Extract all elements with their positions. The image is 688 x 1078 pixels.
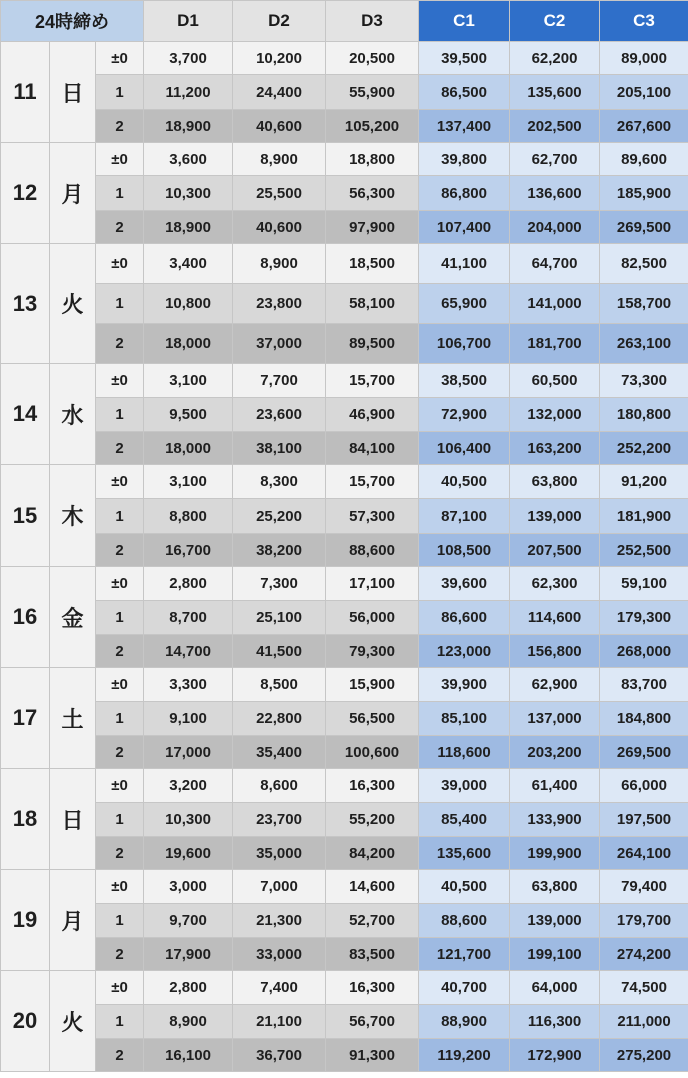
value-c2: 202,500 [510,110,600,143]
day-number: 18 [1,769,50,870]
value-d2: 36,700 [233,1039,326,1072]
value-c1: 38,500 [419,364,510,398]
weekday: 月 [50,143,96,244]
value-d1: 3,600 [144,143,233,176]
value-d2: 33,000 [233,938,326,971]
offset-label: 1 [96,1005,144,1039]
value-d3: 56,000 [326,601,419,635]
table-row [1,668,688,702]
column-header-d1: D1 [144,1,233,42]
table-row [1,702,688,736]
value-d2: 7,400 [233,971,326,1005]
value-c3: 89,600 [600,143,688,176]
value-d2: 10,200 [233,42,326,75]
value-c1: 40,500 [419,870,510,904]
offset-label: 1 [96,284,144,324]
table-row [1,42,688,75]
value-c2: 172,900 [510,1039,600,1072]
value-c1: 106,400 [419,432,510,465]
offset-label: ±0 [96,870,144,904]
table-row [1,567,688,601]
value-d1: 3,400 [144,244,233,284]
value-c2: 60,500 [510,364,600,398]
value-d1: 3,000 [144,870,233,904]
value-c3: 267,600 [600,110,688,143]
table-row [1,1005,688,1039]
value-d1: 8,700 [144,601,233,635]
day-number: 14 [1,364,50,465]
value-d3: 84,100 [326,432,419,465]
table-row [1,837,688,870]
value-d1: 14,700 [144,635,233,668]
value-c3: 181,900 [600,499,688,534]
header-row [1,1,688,42]
value-d3: 57,300 [326,499,419,534]
value-d2: 8,900 [233,244,326,284]
value-d2: 7,000 [233,870,326,904]
value-d3: 105,200 [326,110,419,143]
table-row [1,736,688,769]
value-d3: 17,100 [326,567,419,601]
value-d3: 55,200 [326,803,419,837]
value-c1: 137,400 [419,110,510,143]
value-c1: 39,500 [419,42,510,75]
offset-label: 1 [96,398,144,432]
offset-label: 2 [96,1039,144,1072]
value-d1: 18,900 [144,110,233,143]
value-c2: 136,600 [510,176,600,211]
table-row [1,211,688,244]
value-d2: 22,800 [233,702,326,736]
value-c3: 179,300 [600,601,688,635]
column-header-c3: C3 [600,1,688,42]
value-c2: 114,600 [510,601,600,635]
value-d1: 18,000 [144,324,233,364]
value-c2: 132,000 [510,398,600,432]
offset-label: 1 [96,601,144,635]
value-d3: 91,300 [326,1039,419,1072]
table-row [1,635,688,668]
table-row [1,284,688,324]
value-c1: 121,700 [419,938,510,971]
value-c1: 86,800 [419,176,510,211]
day-number: 16 [1,567,50,668]
value-c1: 39,000 [419,769,510,803]
value-c1: 107,400 [419,211,510,244]
value-d2: 7,700 [233,364,326,398]
value-d1: 9,100 [144,702,233,736]
value-c1: 87,100 [419,499,510,534]
value-d3: 14,600 [326,870,419,904]
table-row [1,1039,688,1072]
value-c3: 91,200 [600,465,688,499]
value-d2: 8,300 [233,465,326,499]
value-c1: 72,900 [419,398,510,432]
value-c1: 88,900 [419,1005,510,1039]
value-c2: 133,900 [510,803,600,837]
value-d1: 3,700 [144,42,233,75]
offset-label: 2 [96,324,144,364]
value-c3: 275,200 [600,1039,688,1072]
weekday: 金 [50,567,96,668]
offset-label: ±0 [96,143,144,176]
value-d1: 3,100 [144,364,233,398]
value-c1: 41,100 [419,244,510,284]
offset-label: ±0 [96,364,144,398]
value-c3: 158,700 [600,284,688,324]
value-c2: 207,500 [510,534,600,567]
column-header-d3: D3 [326,1,419,42]
column-header-c1: C1 [419,1,510,42]
weekday: 水 [50,364,96,465]
value-c2: 62,900 [510,668,600,702]
offset-label: ±0 [96,971,144,1005]
weekday: 日 [50,769,96,870]
value-d3: 18,500 [326,244,419,284]
day-number: 15 [1,465,50,567]
day-number: 20 [1,971,50,1072]
value-c2: 135,600 [510,75,600,110]
table-row [1,971,688,1005]
value-d2: 38,100 [233,432,326,465]
value-d2: 23,600 [233,398,326,432]
value-c1: 106,700 [419,324,510,364]
value-d1: 3,200 [144,769,233,803]
value-d3: 56,500 [326,702,419,736]
value-d1: 9,700 [144,904,233,938]
value-d1: 16,100 [144,1039,233,1072]
table-row [1,769,688,803]
value-d1: 10,800 [144,284,233,324]
value-c2: 63,800 [510,465,600,499]
value-d1: 10,300 [144,176,233,211]
value-d3: 18,800 [326,143,419,176]
value-c3: 66,000 [600,769,688,803]
table-row [1,465,688,499]
value-d3: 84,200 [326,837,419,870]
value-d2: 35,400 [233,736,326,769]
table-row [1,938,688,971]
value-c3: 268,000 [600,635,688,668]
value-c2: 139,000 [510,904,600,938]
offset-label: 2 [96,211,144,244]
value-d1: 19,600 [144,837,233,870]
offset-label: 2 [96,635,144,668]
value-c2: 62,200 [510,42,600,75]
value-c2: 137,000 [510,702,600,736]
cutoff-label: 24時締め [1,1,144,42]
value-d3: 88,600 [326,534,419,567]
table-row [1,110,688,143]
offset-label: 2 [96,534,144,567]
value-d2: 21,100 [233,1005,326,1039]
value-d2: 21,300 [233,904,326,938]
column-header-d2: D2 [233,1,326,42]
value-c1: 123,000 [419,635,510,668]
offset-label: 2 [96,837,144,870]
value-d1: 2,800 [144,971,233,1005]
value-c3: 205,100 [600,75,688,110]
value-d3: 89,500 [326,324,419,364]
table-row [1,75,688,110]
table-row [1,534,688,567]
table-row [1,143,688,176]
value-d1: 17,900 [144,938,233,971]
value-c3: 264,100 [600,837,688,870]
value-c2: 64,700 [510,244,600,284]
value-d3: 58,100 [326,284,419,324]
offset-label: ±0 [96,668,144,702]
offset-label: ±0 [96,42,144,75]
day-number: 19 [1,870,50,971]
table-row [1,904,688,938]
column-header-c2: C2 [510,1,600,42]
value-c2: 116,300 [510,1005,600,1039]
value-d1: 9,500 [144,398,233,432]
day-number: 11 [1,42,50,143]
value-c3: 263,100 [600,324,688,364]
value-c2: 199,100 [510,938,600,971]
value-c3: 73,300 [600,364,688,398]
value-c1: 88,600 [419,904,510,938]
value-d1: 3,100 [144,465,233,499]
value-c2: 141,000 [510,284,600,324]
value-d1: 18,900 [144,211,233,244]
value-c2: 61,400 [510,769,600,803]
value-c1: 85,100 [419,702,510,736]
value-c3: 74,500 [600,971,688,1005]
value-c3: 59,100 [600,567,688,601]
value-c3: 185,900 [600,176,688,211]
weekday: 火 [50,971,96,1072]
value-d3: 79,300 [326,635,419,668]
offset-label: 1 [96,176,144,211]
value-d3: 15,900 [326,668,419,702]
value-d2: 23,700 [233,803,326,837]
weekday: 火 [50,244,96,364]
value-c1: 65,900 [419,284,510,324]
value-c3: 269,500 [600,211,688,244]
value-c2: 163,200 [510,432,600,465]
value-d2: 8,900 [233,143,326,176]
value-d2: 37,000 [233,324,326,364]
value-d3: 16,300 [326,971,419,1005]
value-c1: 86,500 [419,75,510,110]
value-d2: 40,600 [233,211,326,244]
value-d3: 16,300 [326,769,419,803]
offset-label: ±0 [96,769,144,803]
value-c3: 197,500 [600,803,688,837]
value-c2: 204,000 [510,211,600,244]
value-d2: 41,500 [233,635,326,668]
value-c2: 181,700 [510,324,600,364]
value-d3: 83,500 [326,938,419,971]
offset-label: 1 [96,499,144,534]
value-c1: 108,500 [419,534,510,567]
value-d1: 8,800 [144,499,233,534]
value-d2: 35,000 [233,837,326,870]
value-c3: 180,800 [600,398,688,432]
value-c2: 64,000 [510,971,600,1005]
offset-label: ±0 [96,244,144,284]
value-d3: 100,600 [326,736,419,769]
day-number: 13 [1,244,50,364]
value-c3: 184,800 [600,702,688,736]
day-number: 17 [1,668,50,769]
value-c2: 62,300 [510,567,600,601]
value-d1: 3,300 [144,668,233,702]
table-row [1,803,688,837]
value-c3: 269,500 [600,736,688,769]
value-c3: 211,000 [600,1005,688,1039]
value-c1: 39,900 [419,668,510,702]
value-d1: 10,300 [144,803,233,837]
value-c2: 62,700 [510,143,600,176]
value-d3: 15,700 [326,465,419,499]
offset-label: 1 [96,904,144,938]
offset-label: 2 [96,432,144,465]
value-c3: 252,200 [600,432,688,465]
value-d2: 25,100 [233,601,326,635]
offset-label: 2 [96,736,144,769]
offset-label: 1 [96,803,144,837]
table-row [1,499,688,534]
table-row [1,398,688,432]
value-d2: 8,600 [233,769,326,803]
value-d3: 55,900 [326,75,419,110]
value-c2: 203,200 [510,736,600,769]
value-c3: 89,000 [600,42,688,75]
value-d3: 56,300 [326,176,419,211]
value-d3: 56,700 [326,1005,419,1039]
value-d2: 7,300 [233,567,326,601]
table-row [1,432,688,465]
offset-label: ±0 [96,465,144,499]
value-d1: 2,800 [144,567,233,601]
value-c1: 119,200 [419,1039,510,1072]
value-d2: 25,500 [233,176,326,211]
value-d2: 40,600 [233,110,326,143]
value-d2: 25,200 [233,499,326,534]
value-c3: 179,700 [600,904,688,938]
value-c1: 85,400 [419,803,510,837]
value-c1: 40,500 [419,465,510,499]
value-d1: 16,700 [144,534,233,567]
weekday: 土 [50,668,96,769]
value-d2: 23,800 [233,284,326,324]
value-d3: 97,900 [326,211,419,244]
value-c2: 63,800 [510,870,600,904]
value-d2: 8,500 [233,668,326,702]
value-d1: 8,900 [144,1005,233,1039]
weekday: 月 [50,870,96,971]
value-d3: 20,500 [326,42,419,75]
value-d3: 46,900 [326,398,419,432]
value-c2: 139,000 [510,499,600,534]
value-c1: 86,600 [419,601,510,635]
table-row [1,601,688,635]
table-row [1,364,688,398]
value-c1: 118,600 [419,736,510,769]
value-c3: 82,500 [600,244,688,284]
weekday: 木 [50,465,96,567]
value-c3: 79,400 [600,870,688,904]
value-c3: 274,200 [600,938,688,971]
weekday: 日 [50,42,96,143]
table-row [1,176,688,211]
value-d1: 17,000 [144,736,233,769]
value-c3: 83,700 [600,668,688,702]
offset-label: 2 [96,110,144,143]
value-d2: 24,400 [233,75,326,110]
value-c1: 39,800 [419,143,510,176]
offset-label: 1 [96,75,144,110]
offset-label: ±0 [96,567,144,601]
value-c2: 199,900 [510,837,600,870]
offset-label: 2 [96,938,144,971]
value-c3: 252,500 [600,534,688,567]
day-number: 12 [1,143,50,244]
table-row [1,324,688,364]
value-c1: 40,700 [419,971,510,1005]
value-d3: 52,700 [326,904,419,938]
value-c1: 135,600 [419,837,510,870]
table-body [1,42,688,1072]
value-d2: 38,200 [233,534,326,567]
table-row [1,244,688,284]
value-c2: 156,800 [510,635,600,668]
offset-label: 1 [96,702,144,736]
value-d1: 18,000 [144,432,233,465]
table-row [1,870,688,904]
value-d1: 11,200 [144,75,233,110]
value-d3: 15,700 [326,364,419,398]
value-c1: 39,600 [419,567,510,601]
